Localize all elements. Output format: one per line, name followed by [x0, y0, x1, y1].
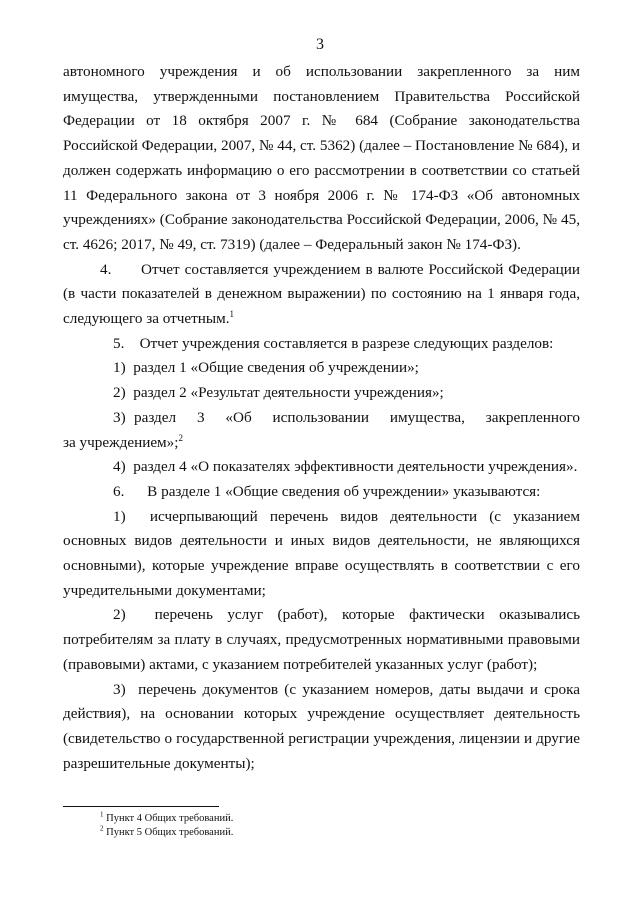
- list-item-section-3: [63, 406, 580, 455]
- paragraph-text: 4. Отчет составляется учреждением в валюте Российской Федерации (в части показателей в денежном выражении) по состоянию на 1 января года, следующего за отчетным.: [63, 260, 580, 328]
- list-item-services: [63, 603, 580, 677]
- footnote-text: Пункт 4 Общих требований.: [106, 813, 234, 824]
- page-number: 3: [316, 36, 324, 53]
- paragraph-text: 4) раздел 4 «О показателях эффективности деятельности учреждения».: [113, 458, 578, 476]
- list-item-section-4: [63, 455, 580, 480]
- footnote-mark: 1: [100, 810, 104, 819]
- footnote-ref-2: 2: [178, 432, 183, 443]
- paragraph-4: [63, 258, 580, 332]
- paragraph-text: 3) перечень документов (с указанием номеров, даты выдачи и срока действия), на основании которых учреждение осуществляет деятельность (свидетельство о государственной регистрации учреждения, лицензии и другие разрешительные документы);: [63, 680, 580, 772]
- paragraph-text: автономного учреждения и об использовании закрепленного за ним имущества, утвержденными постановлением Правительства Российской Федерации от 18 октября 2007 г. № 684 (Собрание законодательства Российской Федерации, 2007, № 44, ст. 5362) (далее – Постановление № 684), и должен содержать информацию о его рассмотрении в соответствии со статьей 11 Федерального закона от 3 ноября 2006 г. № 174-ФЗ «Об автономных учреждениях» (Собрание законодательства Российской Федерации, 2006, № 45, ст. 4626; 2017, № 49, ст. 7319) (далее – Федеральный закон № 174-ФЗ).: [63, 63, 580, 253]
- paragraph-text: 2) перечень услуг (работ), которые фактически оказывались потребителям за плату в случаях, предусмотренных нормативными правовыми (правовыми) актами, с указанием потребителей указанных услуг (работ);: [63, 606, 580, 673]
- paragraph-text: 2) раздел 2 «Результат деятельности учреждения»;: [113, 384, 444, 402]
- footnote-mark: 2: [100, 824, 104, 833]
- paragraph-continuation: [63, 60, 580, 258]
- paragraph-5: [63, 332, 580, 357]
- paragraph-text: 1) раздел 1 «Общие сведения об учреждении»;: [113, 359, 419, 377]
- paragraph-text: 3) раздел 3 «Об использовании имущества, закрепленного за учреждением»;: [63, 408, 580, 451]
- list-item-activities: [63, 505, 580, 604]
- document-body: [63, 60, 580, 776]
- list-item-documents: [63, 678, 580, 777]
- paragraph-text: 5. Отчет учреждения составляется в разрезе следующих разделов:: [113, 334, 554, 352]
- footnote-text: Пункт 5 Общих требований.: [106, 827, 234, 838]
- footnote-1: [100, 812, 233, 826]
- list-item-section-2: [63, 381, 580, 406]
- footnote-2: [100, 826, 233, 840]
- list-item-section-1: [63, 356, 580, 381]
- paragraph-text: 6. В разделе 1 «Общие сведения об учреждении» указываются:: [113, 482, 541, 500]
- footnote-ref-1: 1: [229, 308, 235, 319]
- paragraph-text: 1) исчерпывающий перечень видов деятельности (с указанием основных видов деятельности и иных видов деятельности, не являющихся основными), которые учреждение вправе осуществлять в соответствии с его учредительными документами;: [63, 507, 580, 599]
- footnotes: [100, 812, 233, 840]
- footnote-separator: [63, 806, 219, 807]
- paragraph-6: [63, 480, 580, 505]
